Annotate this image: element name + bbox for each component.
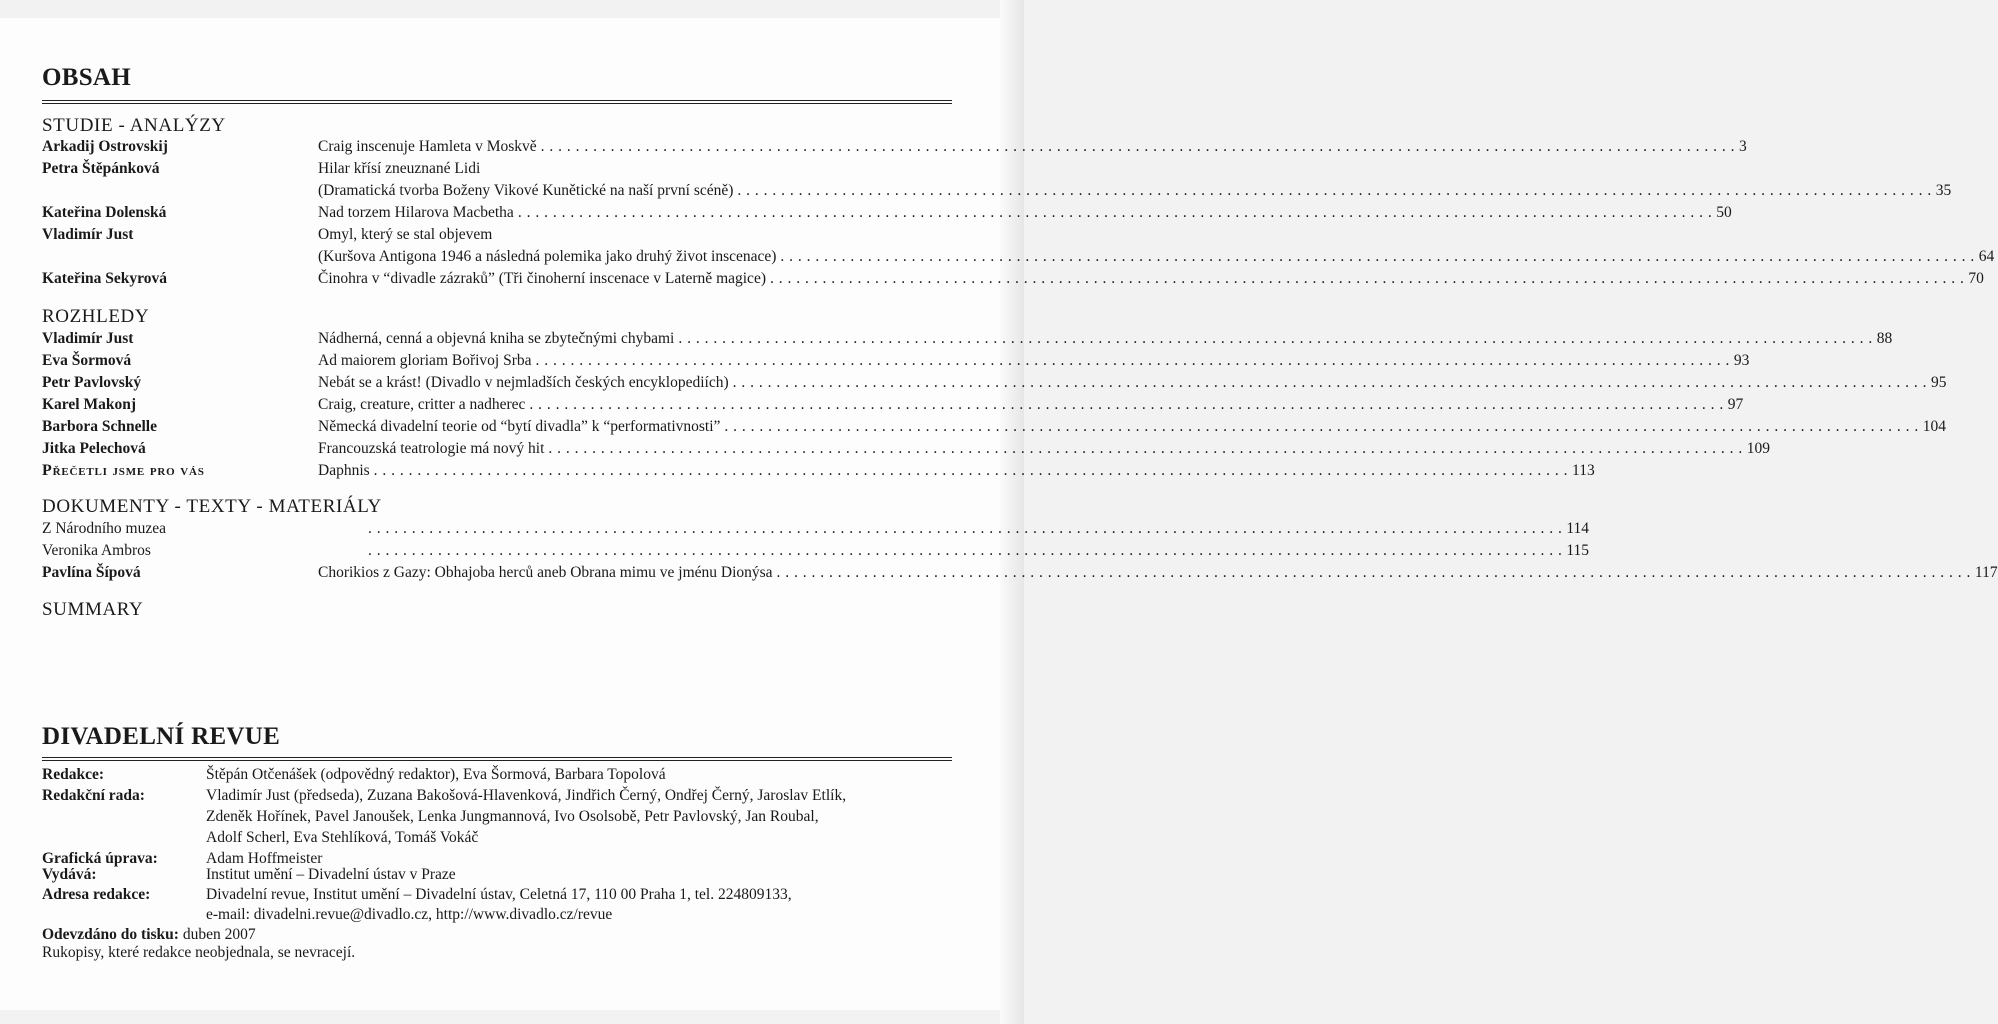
colophon-value: Adolf Scherl, Eva Stehlíková, Tomáš Vokáč: [206, 829, 479, 846]
colophon-label: Redakce:: [42, 766, 104, 783]
section-heading-summary: SUMMARY: [42, 599, 144, 620]
entry-page: 115: [1566, 542, 1590, 559]
entry-page: 97: [1727, 396, 1744, 413]
toc-entry[interactable]: [42, 418, 1947, 440]
entry-page: 70: [1968, 270, 1984, 287]
colophon-rule: [42, 757, 952, 761]
entry-title: (Dramatická tvorba Boženy Vikové Kunětické na naší první scéně): [318, 182, 734, 199]
entry-title: Omyl, který se stal objevem: [318, 226, 493, 243]
dot-leader: [777, 564, 1971, 582]
colophon-title: DIVADELNÍ REVUE: [42, 723, 281, 750]
entry-page: 117: [1974, 564, 1998, 581]
toc-entry[interactable]: [42, 462, 1595, 484]
entry-page: 109: [1746, 440, 1771, 457]
toc-entry[interactable]: [42, 204, 1732, 226]
dot-leader: [529, 396, 1723, 414]
entry-author: Pavlína Šípová: [42, 564, 141, 581]
toc-entry[interactable]: [42, 564, 1998, 586]
colophon-label: Vydává:: [42, 866, 97, 883]
dot-leader: [374, 462, 1568, 480]
entry-author: Z Národního muzea: [42, 520, 166, 537]
entry-author: Karel Makonj: [42, 396, 136, 413]
entry-page: 50: [1716, 204, 1732, 221]
entry-page: 95: [1930, 374, 1947, 391]
toc-entry[interactable]: [42, 352, 1750, 374]
colophon-value: Institut umění – Divadelní ústav v Praze: [206, 866, 456, 883]
colophon-value: Adam Hoffmeister: [206, 850, 323, 867]
dot-leader: [737, 182, 1931, 200]
deadline-label: Odevzdáno do tisku:: [42, 926, 179, 943]
entry-title: Craig inscenuje Hamleta v Moskvě: [318, 138, 537, 155]
entry-author: Arkadij Ostrovskij: [42, 138, 168, 155]
entry-page: 104: [1922, 418, 1947, 435]
entry-title: Nad torzem Hilarova Macbetha: [318, 204, 514, 221]
dot-leader: [368, 520, 1562, 538]
toc-entry[interactable]: [42, 138, 1747, 160]
dot-leader: [368, 542, 1562, 560]
entry-author: Petr Pavlovský: [42, 374, 142, 391]
toc-entry[interactable]: [42, 160, 952, 182]
entry-author: Přečetli jsme pro vás: [42, 462, 205, 479]
toc-rule: [42, 100, 952, 104]
entry-author: Kateřina Dolenská: [42, 204, 167, 221]
colophon-label: Grafická úprava:: [42, 850, 158, 867]
dot-leader: [733, 374, 1927, 392]
dot-leader: [724, 418, 1918, 436]
dot-leader: [541, 138, 1735, 156]
dot-leader: [536, 352, 1730, 370]
toc-entry[interactable]: [42, 542, 1590, 564]
colophon-contact[interactable]: e-mail: divadelni.revue@divadlo.cz, http://www.divadlo.cz/revue: [206, 906, 613, 923]
dot-leader: [548, 440, 1742, 458]
entry-title: Nádherná, cenná a objevná kniha se zbytečnými chybami: [318, 330, 675, 347]
entry-author: Petra Štěpánková: [42, 160, 160, 177]
entry-title: Činohra v “divadle zázraků” (Tři činoherní inscenace v Laterně magice): [318, 270, 766, 287]
deadline-value: duben 2007: [182, 926, 256, 943]
colophon-value: Zdeněk Hořínek, Pavel Janoušek, Lenka Jungmannová, Ivo Osolsobě, Petr Pavlovský, Jan Roubal,: [206, 808, 819, 825]
entry-page: 64: [1978, 248, 1995, 265]
toc-entry[interactable]: [42, 270, 1984, 292]
colophon-value: Divadelní revue, Institut umění – Divadelní ústav, Celetná 17, 110 00 Praha 1, tel. 224809133,: [206, 886, 792, 903]
entry-title: (Kuršova Antigona 1946 a následná polemika jako druhý život inscenace): [318, 248, 777, 265]
entry-author: Vladimír Just: [42, 226, 134, 243]
entry-author: Veronika Ambros: [42, 542, 151, 559]
entry-title: Chorikios z Gazy: Obhajoba herců aneb Obrana mimu ve jménu Dionýsa: [318, 564, 773, 581]
entry-title: Německá divadelní teorie od “bytí divadla” k “performativnosti”: [318, 418, 721, 435]
entry-title: Craig, creature, critter a nadherec: [318, 396, 526, 413]
colophon-label: Redakční rada:: [42, 787, 145, 804]
colophon-value: Štěpán Otčenášek (odpovědný redaktor), Eva Šormová, Barbara Topolová: [206, 766, 666, 783]
dot-leader: [518, 204, 1712, 222]
entry-author: Barbora Schnelle: [42, 418, 157, 435]
dot-leader: [770, 270, 1964, 288]
entry-author: Vladimír Just: [42, 330, 134, 347]
toc-entry[interactable]: [42, 248, 1995, 270]
entry-page: 113: [1572, 462, 1595, 479]
entry-page: 114: [1566, 520, 1590, 537]
toc-title: OBSAH: [42, 64, 132, 91]
entry-author: Eva Šormová: [42, 352, 132, 369]
dot-leader: [780, 248, 1974, 266]
print-deadline: [42, 926, 256, 944]
entry-title: Hilar křísí zneuznané Lidi: [318, 160, 481, 177]
entry-title: Francouzská teatrologie má nový hit: [318, 440, 545, 457]
toc-entry[interactable]: [42, 396, 1744, 418]
section-heading-studie: STUDIE - ANALÝZY: [42, 115, 226, 136]
entry-page: 93: [1733, 352, 1750, 369]
entry-page: 88: [1876, 330, 1893, 347]
dot-leader: [678, 330, 1872, 348]
section-heading-rozhledy: ROZHLEDY: [42, 306, 150, 327]
entry-page: 3: [1739, 138, 1747, 155]
entry-title: Daphnis: [318, 462, 370, 479]
entry-author: Kateřina Sekyrová: [42, 270, 167, 287]
manuscript-note: Rukopisy, které redakce neobjednala, se nevracejí.: [42, 944, 356, 961]
toc-entry[interactable]: [42, 182, 1952, 204]
colophon-label: Adresa redakce:: [42, 886, 151, 903]
entry-page: 35: [1935, 182, 1952, 199]
section-heading-dokumenty: DOKUMENTY - TEXTY - MATERIÁLY: [42, 496, 382, 517]
entry-title: Ad maiorem gloriam Bořivoj Srba: [318, 352, 532, 369]
toc-entry[interactable]: [42, 374, 1947, 396]
colophon-value: Vladimír Just (předseda), Zuzana Bakošová-Hlavenková, Jindřich Černý, Ondřej Černý, Jaroslav Etlík,: [206, 787, 847, 804]
toc-entry[interactable]: [42, 226, 952, 248]
entry-title: Nebát se a krást! (Divadlo v nejmladších českých encyklopediích): [318, 374, 729, 391]
toc-entry[interactable]: [42, 520, 1590, 542]
toc-entry[interactable]: [42, 330, 1893, 352]
entry-author: Jitka Pelechová: [42, 440, 146, 457]
toc-entry[interactable]: [42, 440, 1771, 462]
